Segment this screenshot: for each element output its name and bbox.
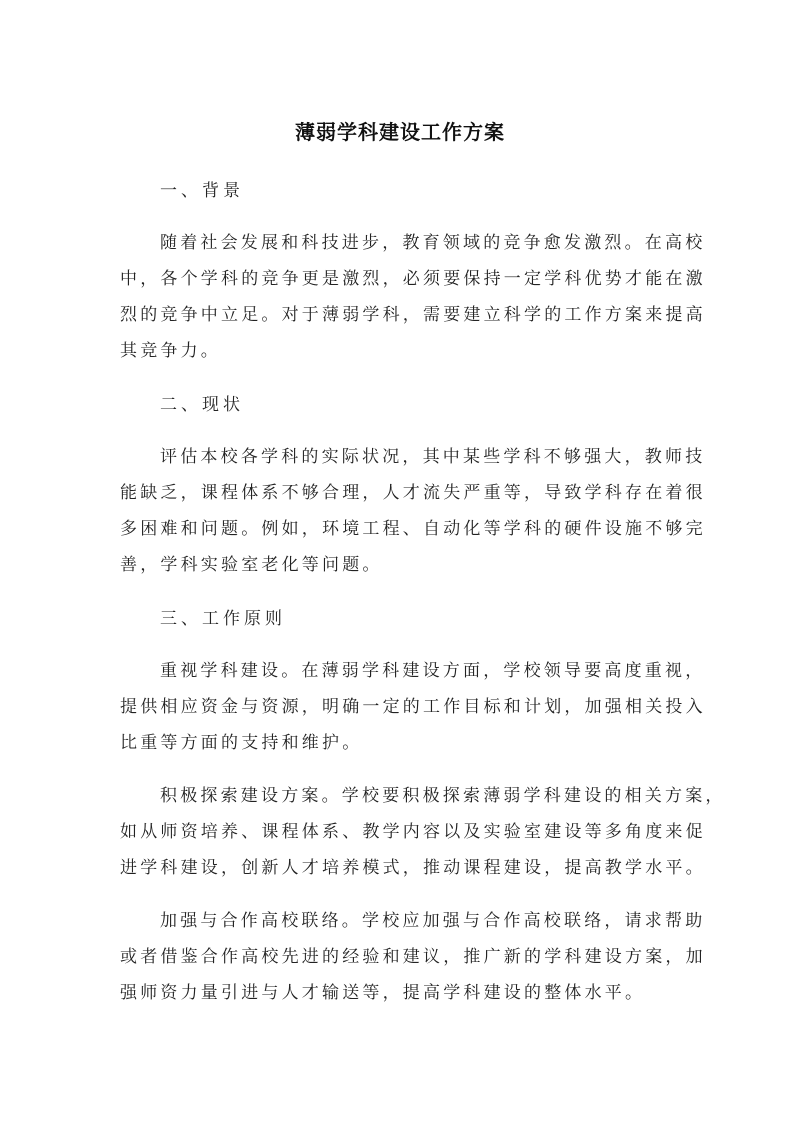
paragraph-line: 比重等方面的支持和维护。 [120,733,363,753]
paragraph-line: 强师资力量引进与人才输送等，提高学科建设的整体水平。 [120,983,646,1003]
paragraph-line: 能缺乏，课程体系不够合理，人才流失严重等，导致学科存在着很 [120,483,706,503]
paragraph-line: 评估本校各学科的实际状况，其中某些学科不够强大，教师技 [160,447,706,467]
section-heading-status: 二、现状 [160,395,244,415]
paragraph-line: 其竞争力。 [120,341,221,361]
section-heading-principles: 三、工作原则 [160,609,286,629]
paragraph-line: 善，学科实验室老化等问题。 [120,555,383,575]
section-heading-background: 一、背景 [160,181,244,201]
paragraph-line: 积极探索建设方案。学校要积极探索薄弱学科建设的相关方案， [160,786,726,806]
paragraph-line: 进学科建设，创新人才培养模式，推动课程建设，提高教学水平。 [120,858,706,878]
paragraph-line: 中，各个学科的竞争更是激烈，必须要保持一定学科优势才能在激 [120,269,706,289]
paragraph-line: 加强与合作高校联络。学校应加强与合作高校联络，请求帮助 [160,911,706,931]
paragraph-line: 多困难和问题。例如，环境工程、自动化等学科的硬件设施不够完 [120,519,706,539]
paragraph-line: 重视学科建设。在薄弱学科建设方面，学校领导要高度重视， [160,661,706,681]
document-title: 薄弱学科建设工作方案 [295,120,505,144]
paragraph-line: 提供相应资金与资源，明确一定的工作目标和计划，加强相关投入 [120,697,706,717]
paragraph-line: 或者借鉴合作高校先进的经验和建议，推广新的学科建设方案，加 [120,947,706,967]
paragraph-line: 随着社会发展和科技进步，教育领域的竞争愈发激烈。在高校 [160,233,706,253]
paragraph-line: 烈的竞争中立足。对于薄弱学科，需要建立科学的工作方案来提高 [120,305,706,325]
paragraph-line: 如从师资培养、课程体系、教学内容以及实验室建设等多角度来促 [120,822,706,842]
